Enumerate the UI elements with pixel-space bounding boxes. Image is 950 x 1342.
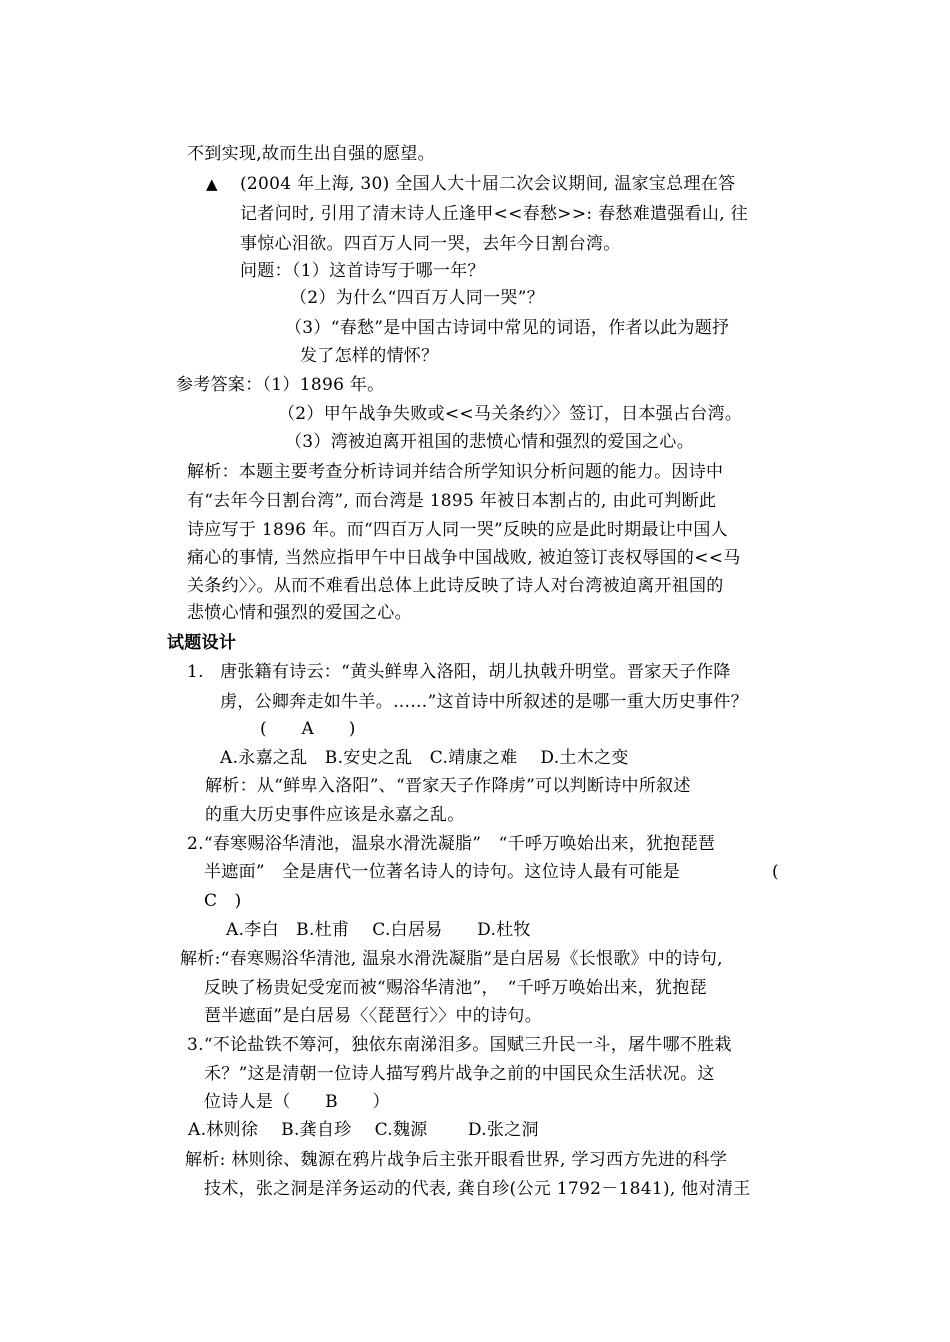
analysis-line: 悲愤心情和强烈的爱国之心。 bbox=[187, 603, 412, 623]
analysis-line: 反映了杨贵妃受宠而被“赐浴华清池”， “千呼万唤始出来，犹抱琵 bbox=[204, 978, 707, 998]
question-text: 3.“不论盐铁不筹河，独依东南涕泪多。国赋三升民一斗，屠牛哪不胜栽 bbox=[187, 1035, 732, 1055]
analysis-line: 解析：从“鲜卑入洛阳”、“晋家天子作降虏”可以判断诗中所叙述 bbox=[205, 776, 691, 796]
text-line: 不到实现,故而生出自强的愿望。 bbox=[187, 144, 435, 164]
answer-choice: ( A ) bbox=[260, 719, 356, 739]
answer-line: 参考答案：（1）1896 年。 bbox=[176, 375, 385, 395]
analysis-line: 诗应写于 1896 年。而“四百万人同一哭”反映的应是此时期最让中国人 bbox=[187, 520, 728, 540]
text-line: (2004 年上海, 30) 全国人大十届二次会议期间, 温家宝总理在答 bbox=[240, 174, 736, 194]
triangle-bullet-icon: ▲ bbox=[206, 175, 218, 193]
options-line: A.李白 B.杜甫 C.白居易 D.杜牧 bbox=[226, 920, 531, 940]
analysis-line: 解析:“春寒赐浴华清池, 温泉水滑洗凝脂”是白居易《长恨歌》中的诗句, bbox=[180, 949, 723, 969]
section-heading: 试题设计 bbox=[167, 633, 237, 653]
options-line: A.林则徐 B.龚自珍 C.魏源 D.张之洞 bbox=[188, 1120, 539, 1140]
question-number: 1. bbox=[187, 662, 204, 682]
question-line: （2）为什么“四百万人同一哭”？ bbox=[290, 288, 544, 308]
analysis-line: 琶半遮面”是白居易〈〈琵琶行〉〉中的诗句。 bbox=[204, 1006, 542, 1026]
text-line: 事惊心泪欲。四百万人同一哭，去年今日割台湾。 bbox=[240, 234, 621, 254]
question-line: 发了怎样的情怀？ bbox=[300, 346, 439, 366]
question-text: 虏，公卿奔走如牛羊。……”这首诗中所叙述的是哪一重大历史事件？ bbox=[220, 692, 748, 712]
question-text: 禾？”这是清朝一位诗人描写鸦片战争之前的中国民众生活状况。这 bbox=[204, 1064, 715, 1084]
text-line: 记者问时, 引用了清末诗人丘逢甲<<春愁>>: 春愁难遣强看山, 往 bbox=[240, 204, 748, 224]
question-line: （3）“春愁”是中国古诗词中常见的词语，作者以此为题抒 bbox=[285, 318, 730, 338]
question-text: 位诗人是（ B ） bbox=[204, 1092, 390, 1112]
analysis-line: 痛心的事情, 当然应指甲午中日战争中国战败, 被迫签订丧权辱国的<<马 bbox=[187, 548, 741, 568]
options-line: A.永嘉之乱 B.安史之乱 C.靖康之难 D.土木之变 bbox=[220, 748, 629, 768]
answer-choice: C ) bbox=[204, 891, 242, 911]
analysis-line: 有“去年今日割台湾”, 而台湾是 1895 年被日本割占的, 由此可判断此 bbox=[187, 491, 717, 511]
analysis-line: 解析: 林则徐、魏源在鸦片战争后主张开眼看世界, 学习西方先进的科学 bbox=[185, 1150, 728, 1170]
question-text: 2.“春寒赐浴华清池，温泉水滑洗凝脂” “千呼万唤始出来，犹抱琵琶 bbox=[187, 834, 716, 854]
analysis-line: 关条约〉〉。从而不难看出总体上此诗反映了诗人对台湾被迫离开祖国的 bbox=[187, 576, 724, 596]
analysis-line: 的重大历史事件应该是永嘉之乱。 bbox=[205, 805, 465, 825]
analysis-line: 技术，张之洞是洋务运动的代表, 龚自珍(公元 1792－1841), 他对清王 bbox=[204, 1179, 751, 1199]
answer-paren: ( bbox=[772, 862, 779, 882]
analysis-line: 解析：本题主要考查分析诗词并结合所学知识分析问题的能力。因诗中 bbox=[187, 462, 724, 482]
question-line: 问题：（1）这首诗写于哪一年？ bbox=[240, 261, 485, 281]
question-text: 半遮面” 全是唐代一位著名诗人的诗句。这位诗人最有可能是 bbox=[204, 862, 681, 882]
answer-line: （3）湾被迫离开祖国的悲愤心情和强烈的爱国之心。 bbox=[285, 432, 695, 452]
answer-line: （2）甲午战争失败或<<马关条约〉〉签订，日本强占台湾。 bbox=[278, 404, 743, 424]
question-text: 唐张籍有诗云：“黄头鲜卑入洛阳，胡儿执戟升明堂。晋家天子作降 bbox=[220, 662, 731, 682]
